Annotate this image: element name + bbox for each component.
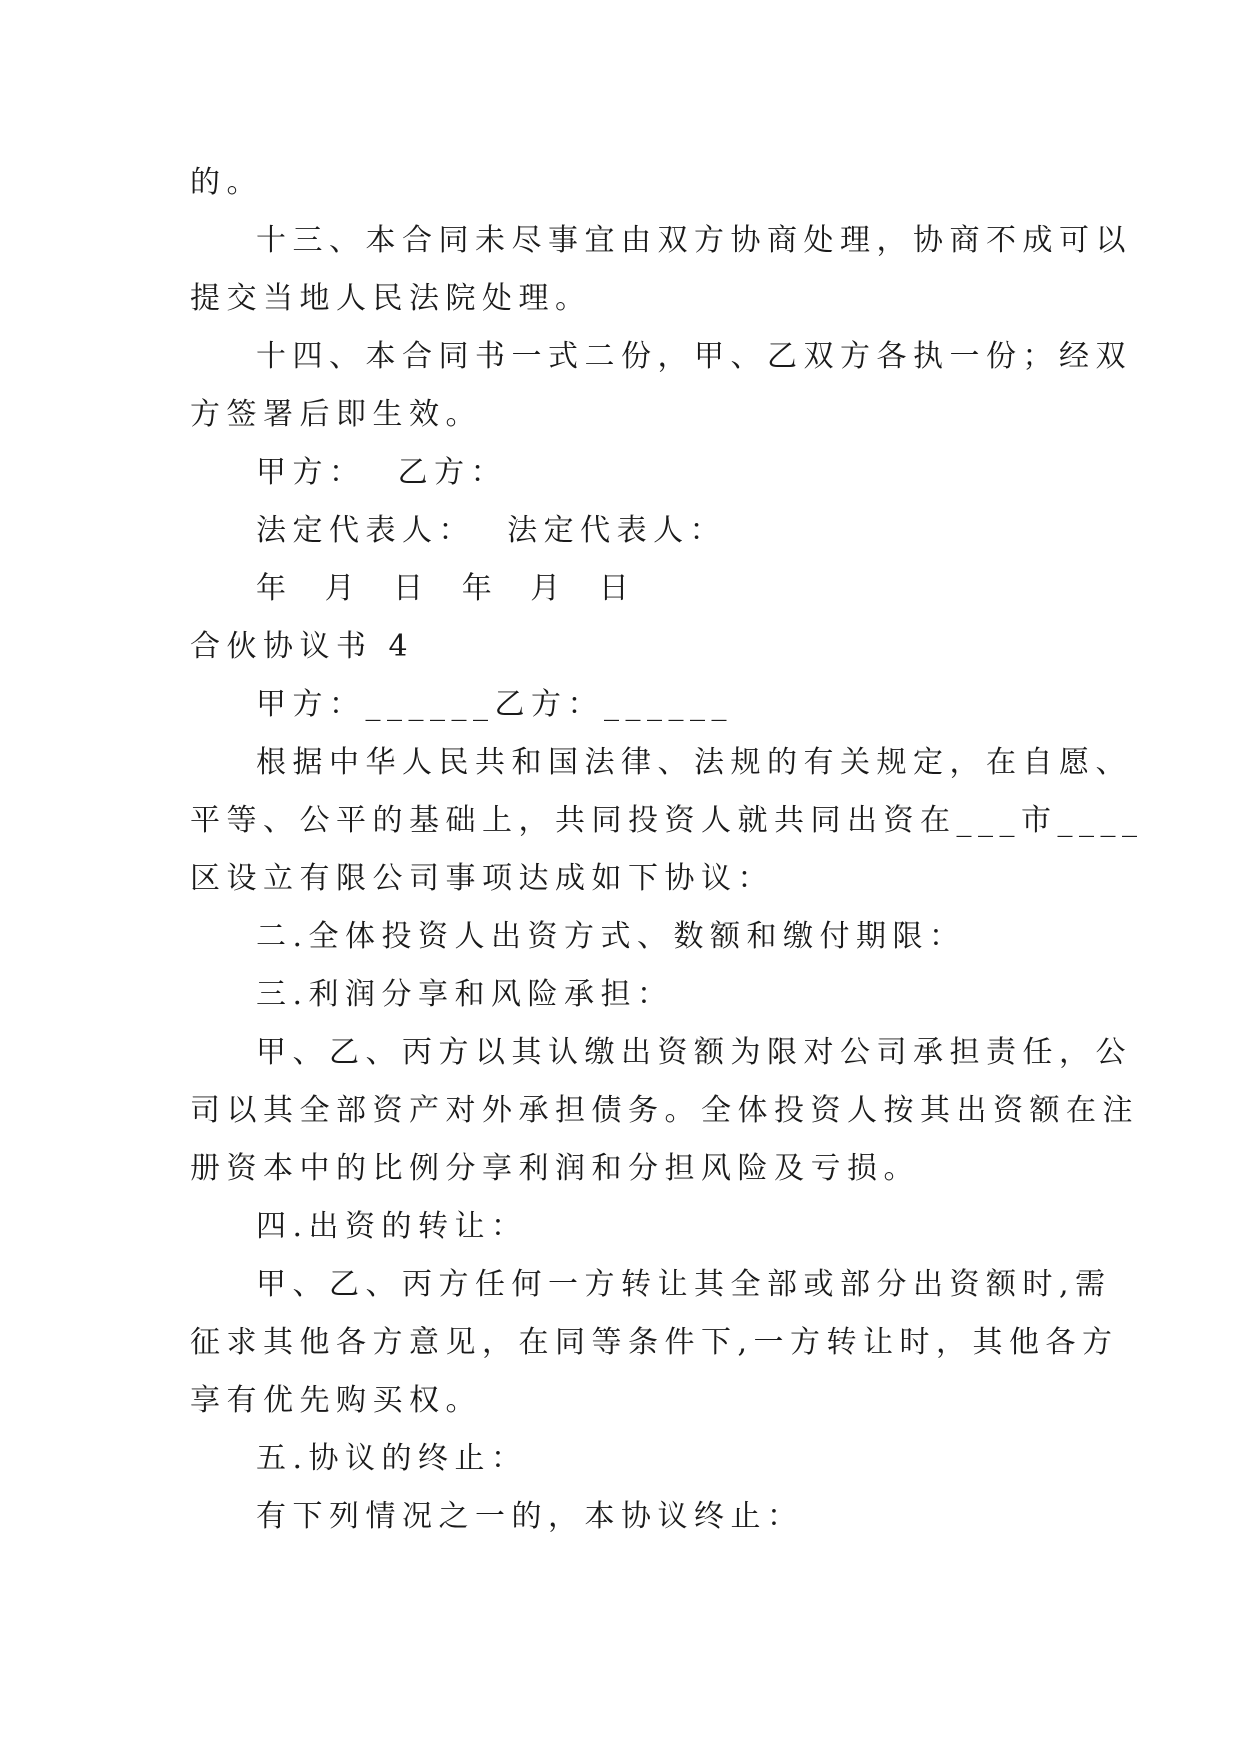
paragraph-line: 享有优先购买权。 [190,1383,482,1418]
paragraph-line: 区设立有限公司事项达成如下协议： [190,861,774,896]
clause-heading: 五.协议的终止： [256,1441,528,1476]
legal-representative-line: 法定代表人： 法定代表人： [256,513,727,548]
clause-heading: 四.出资的转让： [256,1209,528,1244]
paragraph-line: 平等、公平的基础上，共同投资人就共同出资在___市____ [190,803,1144,838]
paragraph-line: 根据中华人民共和国法律、法规的有关规定，在自愿、 [256,745,1132,780]
paragraph-line: 甲、乙、丙方以其认缴出资额为限对公司承担责任，公 [256,1035,1132,1070]
date-line: 年 月 日 年 月 日 [256,571,636,606]
paragraph-line: 十三、本合同未尽事宜由双方协商处理，协商不成可以 [256,223,1132,258]
section-heading: 合伙协议书 4 [190,629,415,664]
paragraph-line: 册资本中的比例分享利润和分担风险及亏损。 [190,1151,920,1186]
parties-line: 甲方：______乙方：______ [256,687,733,722]
party-signature-line: 甲方： 乙方： [256,455,508,490]
clause-heading: 三.利润分享和风险承担： [256,977,674,1012]
paragraph-line: 的。 [190,165,263,200]
paragraph-line: 司以其全部资产对外承担债务。全体投资人按其出资额在注 [190,1093,1139,1128]
paragraph-line: 有下列情况之一的，本协议终止： [256,1499,804,1534]
paragraph-line: 提交当地人民法院处理。 [190,281,592,316]
paragraph-line: 方签署后即生效。 [190,397,482,432]
clause-heading: 二.全体投资人出资方式、数额和缴付期限： [256,919,966,954]
paragraph-line: 甲、乙、丙方任何一方转让其全部或部分出资额时,需 [256,1267,1112,1302]
paragraph-line: 十四、本合同书一式二份，甲、乙双方各执一份；经双 [256,339,1132,374]
paragraph-line: 征求其他各方意见，在同等条件下,一方转让时，其他各方 [190,1325,1119,1360]
